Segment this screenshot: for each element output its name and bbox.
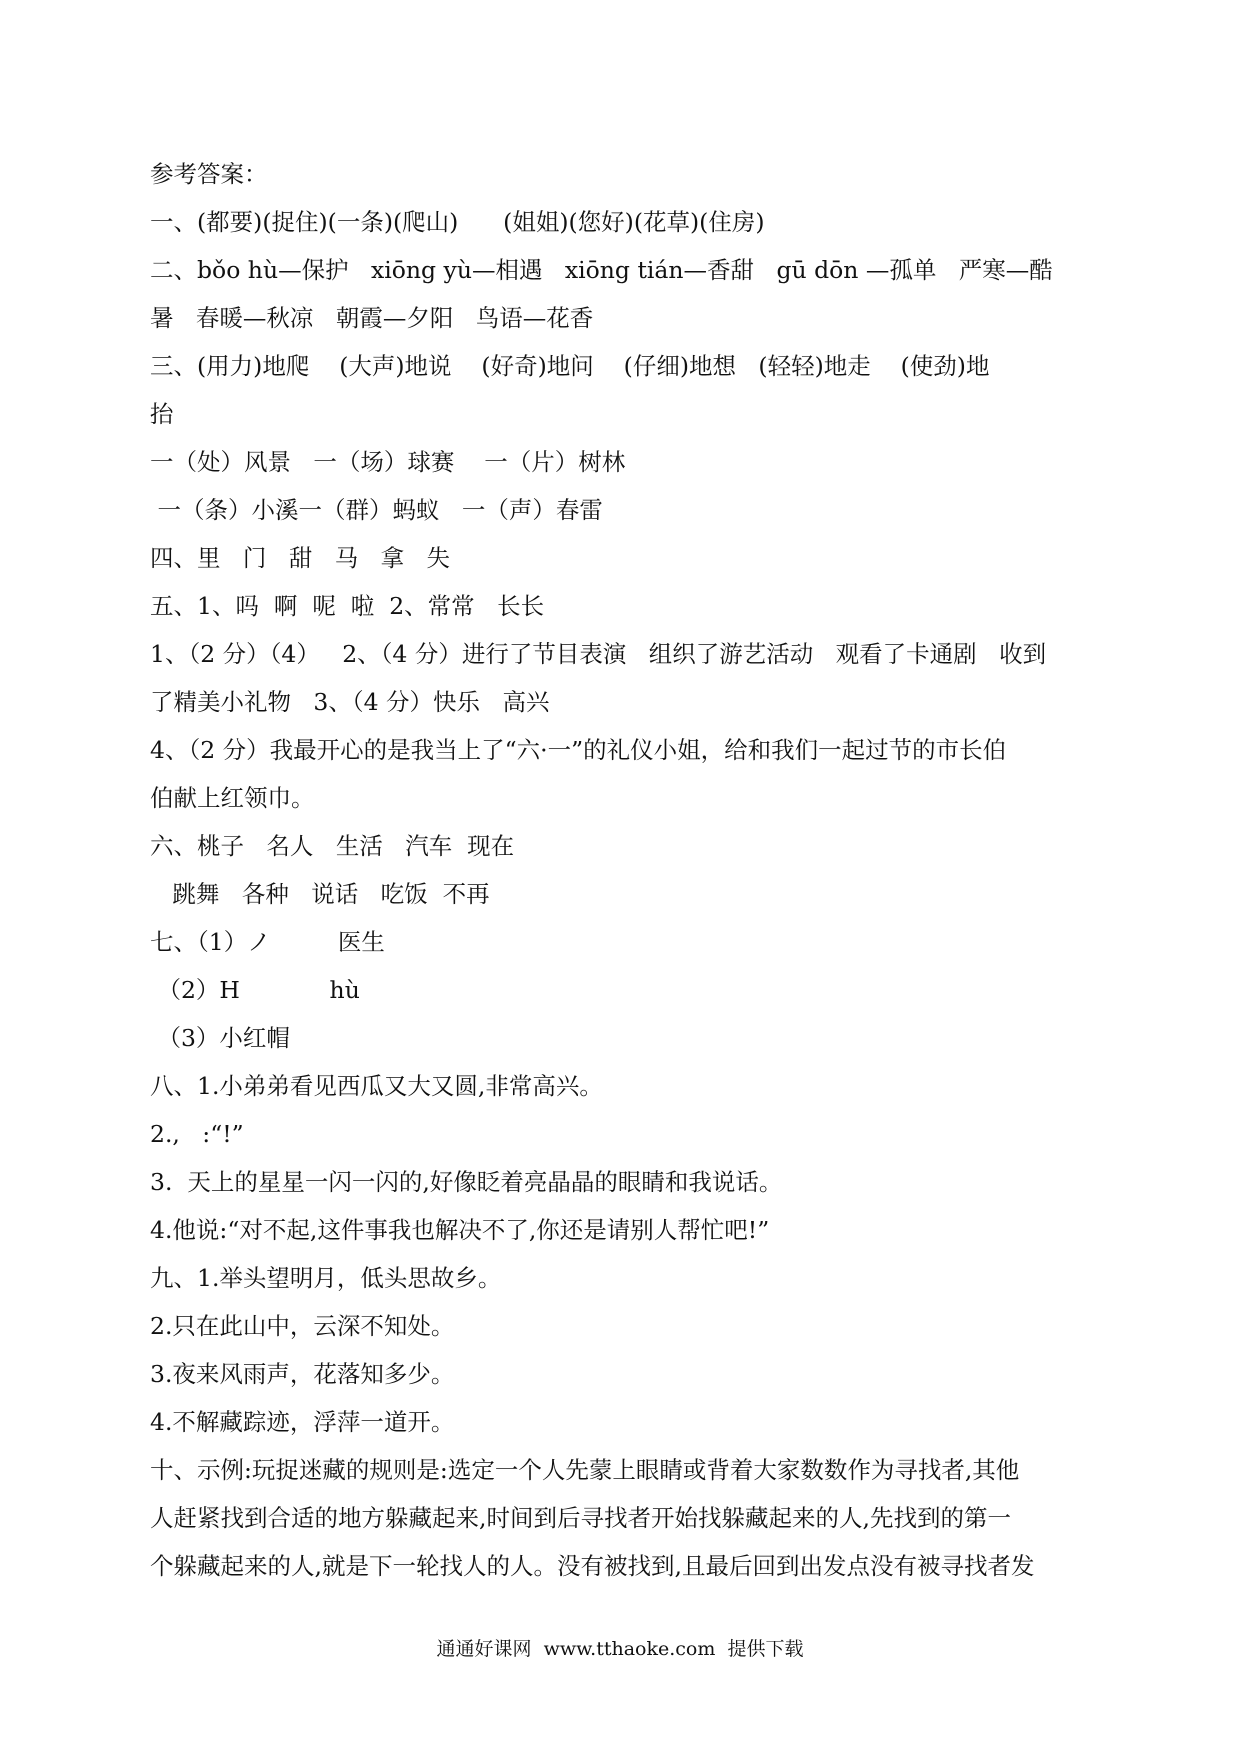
answer-line-06: 一（处）风景 一（场）球赛 一（片）树林 [150, 448, 626, 476]
answer-line-18: （3）小红帽 [150, 1024, 290, 1052]
answer-line-23: 九、1.举头望明月，低头思故乡。 [150, 1264, 502, 1292]
answer-line-27: 十、示例:玩捉迷藏的规则是:选定一个人先蒙上眼睛或背着大家数数作为寻找者,其他 [150, 1456, 1020, 1484]
answer-line-25: 3.夜来风雨声，花落知多少。 [150, 1360, 455, 1388]
answer-line-19: 八、1.小弟弟看见西瓜又大又圆,非常高兴。 [150, 1072, 603, 1100]
answer-line-08: 四、里 门 甜 马 拿 失 [150, 544, 451, 572]
answer-line-20: 2., :“!” [150, 1120, 244, 1148]
answer-line-15: 跳舞 各种 说话 吃饭 不再 [150, 880, 490, 908]
answer-title: 参考答案： [150, 160, 268, 188]
page-footer: 通通好课网 www.tthaoke.com 提供下载 [436, 1638, 804, 1660]
answer-line-13: 伯献上红领巾。 [150, 784, 315, 812]
answer-line-16: 七、（1）ノ 医生 [150, 928, 385, 956]
answer-line-05: 抬 [150, 400, 174, 428]
answer-line-24: 2.只在此山中，云深不知处。 [150, 1312, 455, 1340]
answer-line-26: 4.不解藏踪迹，浮萍一道开。 [150, 1408, 455, 1436]
answer-line-21: 3. 天上的星星一闪一闪的,好像眨着亮晶晶的眼睛和我说话。 [150, 1168, 783, 1196]
answer-line-03: 暑 春暖—秋凉 朝霞—夕阳 鸟语—花香 [150, 304, 594, 332]
answer-line-04: 三、(用力)地爬 (大声)地说 (好奇)地问 (仔细)地想 (轻轻)地走 (使劲)地 [150, 352, 990, 380]
answer-line-14: 六、桃子 名人 生活 汽车 现在 [150, 832, 515, 860]
answer-line-10: 1、（2 分）（4） 2、（4 分）进行了节目表演 组织了游艺活动 观看了卡通剧 收到 [150, 640, 1047, 668]
answer-line-29: 个躲藏起来的人,就是下一轮找人的人。没有被找到,且最后回到出发点没有被寻找者发 [150, 1552, 1035, 1580]
answer-line-22: 4.他说:“对不起,这件事我也解决不了,你还是请别人帮忙吧!” [150, 1216, 770, 1244]
answer-line-11: 了精美小礼物 3、（4 分）快乐 高兴 [150, 688, 550, 716]
answer-line-07: 一（条）小溪一（群）蚂蚁 一（声）春雷 [150, 496, 603, 524]
answer-line-12: 4、（2 分）我最开心的是我当上了“六·一”的礼仪小姐，给和我们一起过节的市长伯 [150, 736, 1007, 764]
answer-line-01: 一、(都要)(捉住)(一条)(爬山) (姐姐)(您好)(花草)(住房) [150, 208, 765, 236]
answer-line-02: 二、bǒo hù—保护 xiōng yù—相遇 xiōng tián—香甜 gū dōn —孤单 严寒—酷 [150, 256, 1053, 284]
answer-line-28: 人赶紧找到合适的地方躲藏起来,时间到后寻找者开始找躲藏起来的人,先找到的第一 [150, 1504, 1011, 1532]
answer-line-09: 五、1、吗 啊 呢 啦 2、常常 长长 [150, 592, 545, 620]
answer-line-17: （2）H hù [150, 976, 360, 1004]
